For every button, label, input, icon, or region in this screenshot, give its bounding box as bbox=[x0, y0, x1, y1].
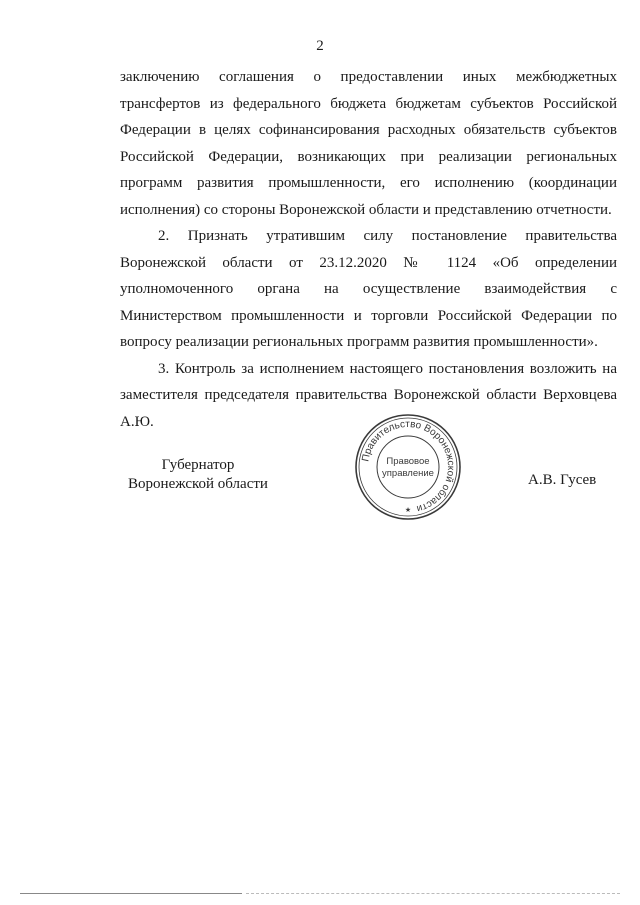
official-stamp bbox=[353, 412, 463, 522]
signatory-position bbox=[118, 456, 278, 494]
footer-divider bbox=[20, 893, 242, 894]
stamp-ring-text: Правительство Воронежской области bbox=[360, 418, 457, 514]
footer-divider-faint bbox=[246, 893, 620, 894]
signatory-position-line2: Воронежской области bbox=[128, 476, 268, 492]
signatory-name: А.В. Гусев bbox=[528, 472, 597, 488]
document-body bbox=[120, 64, 617, 435]
signatory-position-line1: Губернатор bbox=[161, 457, 235, 473]
stamp-star-icon: ★ bbox=[404, 506, 412, 514]
paragraph-3: 3. Контроль за исполнением настоящего постановления возложить на заместителя председателя правительства Воронежской области Верховцева А.Ю. bbox=[120, 360, 617, 430]
paragraph-2: 2. Признать утратившим силу постановление правительства Воронежской области от 23.12.2020 № 1124 «Об определении уполномоченного органа на осуществление взаимодействия с Министерством промышленности и торговли Российской Федерации по вопросу реализации региональных программ развития промышленности». bbox=[120, 228, 617, 350]
paragraph-1: заключению соглашения о предоставлении иных межбюджетных трансфертов из федерального бюджета бюджетам субъектов Российской Федерации в целях софинансирования расходных обязательств субъектов Российской Федерации, возникающих при реализации региональных программ развития промышленности, его исполнению (координации исполнения) со стороны Воронежской области и представлению отчетности. bbox=[120, 69, 617, 218]
signature-block bbox=[0, 418, 640, 532]
page-number: 2 bbox=[316, 38, 324, 54]
stamp-center-line1: Правовое bbox=[386, 456, 430, 467]
stamp-center-line2: управление bbox=[382, 468, 434, 479]
